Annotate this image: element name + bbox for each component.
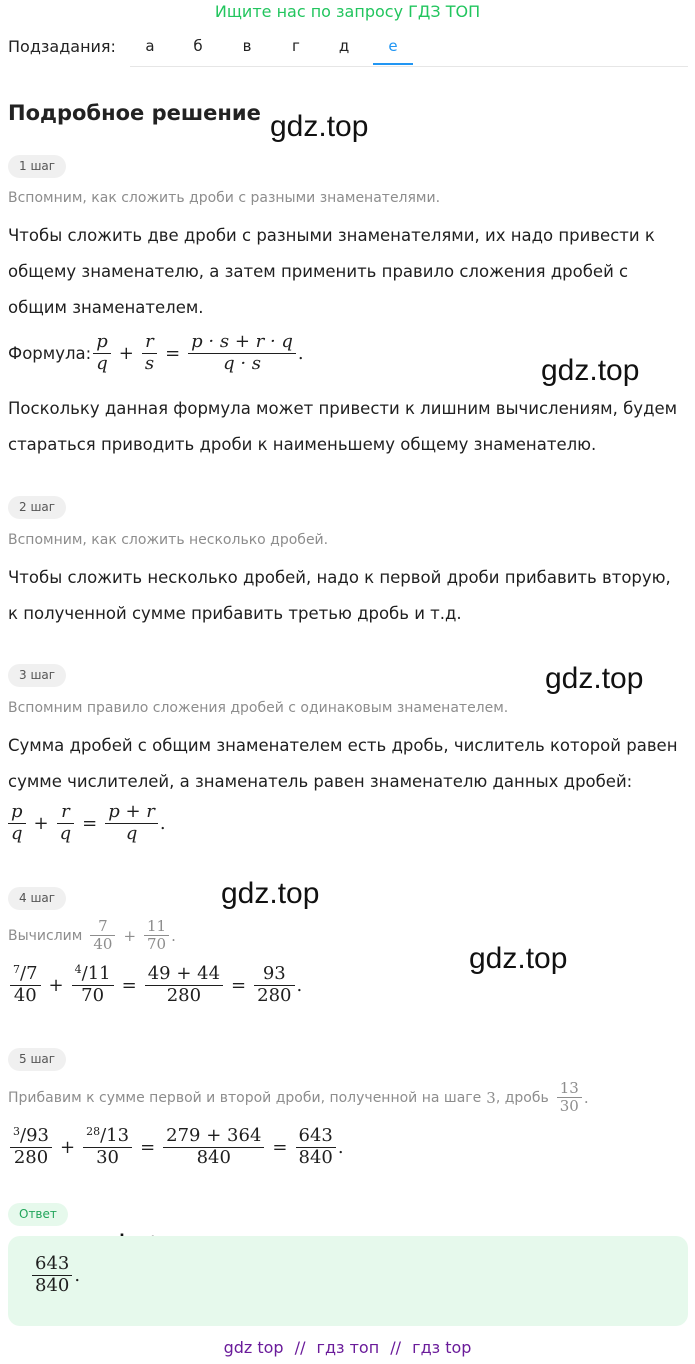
- step-formula: $\frac{p}{q}$ + $\frac{r}{q}$ = $\frac{p + r}{q}$ .: [6, 802, 166, 844]
- tab-g[interactable]: г: [292, 37, 300, 55]
- tab-a[interactable]: а: [145, 37, 155, 55]
- step-text: Поскольку данная формула может привести к лишним вычислениям, будем стараться приводить дроби к наименьшему общему знаменателю.: [8, 399, 678, 454]
- subtask-tabs: [130, 29, 688, 67]
- footer-link[interactable]: гдз top: [412, 1338, 472, 1357]
- step-badge: 3 шаг: [8, 664, 66, 687]
- calculation: $\frac{^7/7}{40}$ + $\frac{^4/11}{70}$ = $\frac{49 + 44}{280}$ = $\frac{93}{280}$ .: [8, 964, 302, 1006]
- active-tab-indicator: [373, 63, 413, 65]
- step-hint: Вычислим $\frac{7}{40}$ + $\frac{11}{70}$ .: [8, 917, 176, 954]
- step-hint: Прибавим к сумме первой и второй дроби, полученной на шаге 3 , дробь $\frac{13}{30}$ .: [8, 1079, 589, 1116]
- watermark: gdz.top: [541, 354, 640, 387]
- step-text: Чтобы сложить две дроби с разными знаменателями, их надо привести к общему знаменателю, а затем применить правило сложения дробей с общим знаменателем.: [8, 226, 655, 317]
- step-badge: 4 шаг: [8, 887, 66, 910]
- calculation: $\frac{^3/93}{280}$ + $\frac{^{28}/13}{30}$ = $\frac{279 + 364}{840}$ = $\frac{643}{840}$ .: [8, 1126, 344, 1168]
- answer-value: $\frac{643}{840}$ .: [30, 1254, 80, 1296]
- watermark: gdz.top: [469, 942, 568, 975]
- step-hint: Вспомним, как сложить несколько дробей.: [8, 532, 329, 548]
- step-badge: 5 шаг: [8, 1048, 66, 1071]
- footer-link[interactable]: gdz top: [223, 1338, 284, 1357]
- footer-link[interactable]: гдз топ: [316, 1338, 380, 1357]
- formula-expression: $\frac{p}{q}$ + $\frac{r}{s}$ = $\frac{p \cdot s + r \cdot q}{q \cdot s}$ .: [91, 332, 303, 374]
- step-badge: 1 шаг: [8, 155, 66, 178]
- answer-badge: Ответ: [8, 1203, 68, 1226]
- tab-e[interactable]: е: [388, 37, 398, 55]
- step-formula: [8, 332, 304, 374]
- formula-label: Формула:: [8, 343, 92, 363]
- footer-separator: //: [294, 1338, 306, 1357]
- step-hint: Вспомним, как сложить дроби с разными знаменателями.: [8, 190, 441, 206]
- promo-banner: Ищите нас по запросу ГДЗ ТОП: [214, 2, 481, 21]
- watermark: gdz.top: [545, 662, 644, 695]
- subtasks-label: Подзадания:: [8, 37, 116, 56]
- step-text: Чтобы сложить несколько дробей, надо к первой дроби прибавить вторую, к полученной сумме прибавить третью дробь и т.д.: [8, 568, 671, 623]
- tab-v[interactable]: в: [242, 37, 252, 55]
- step-badge: 2 шаг: [8, 496, 66, 519]
- footer-links: [0, 1338, 695, 1357]
- watermark: gdz.top: [221, 877, 320, 910]
- step-hint: Вспомним правило сложения дробей с одинаковым знаменателем.: [8, 700, 509, 716]
- tab-d[interactable]: д: [338, 37, 350, 55]
- watermark: gdz.top: [270, 110, 369, 143]
- answer-box: [8, 1236, 688, 1326]
- footer-separator: //: [390, 1338, 402, 1357]
- page-title: Подробное решение: [8, 101, 261, 125]
- step-text: Сумма дробей с общим знаменателем есть дробь, числитель которой равен сумме числителей, а знаменатель равен знаменателю данных дробей:: [8, 736, 678, 791]
- tab-b[interactable]: б: [193, 37, 203, 55]
